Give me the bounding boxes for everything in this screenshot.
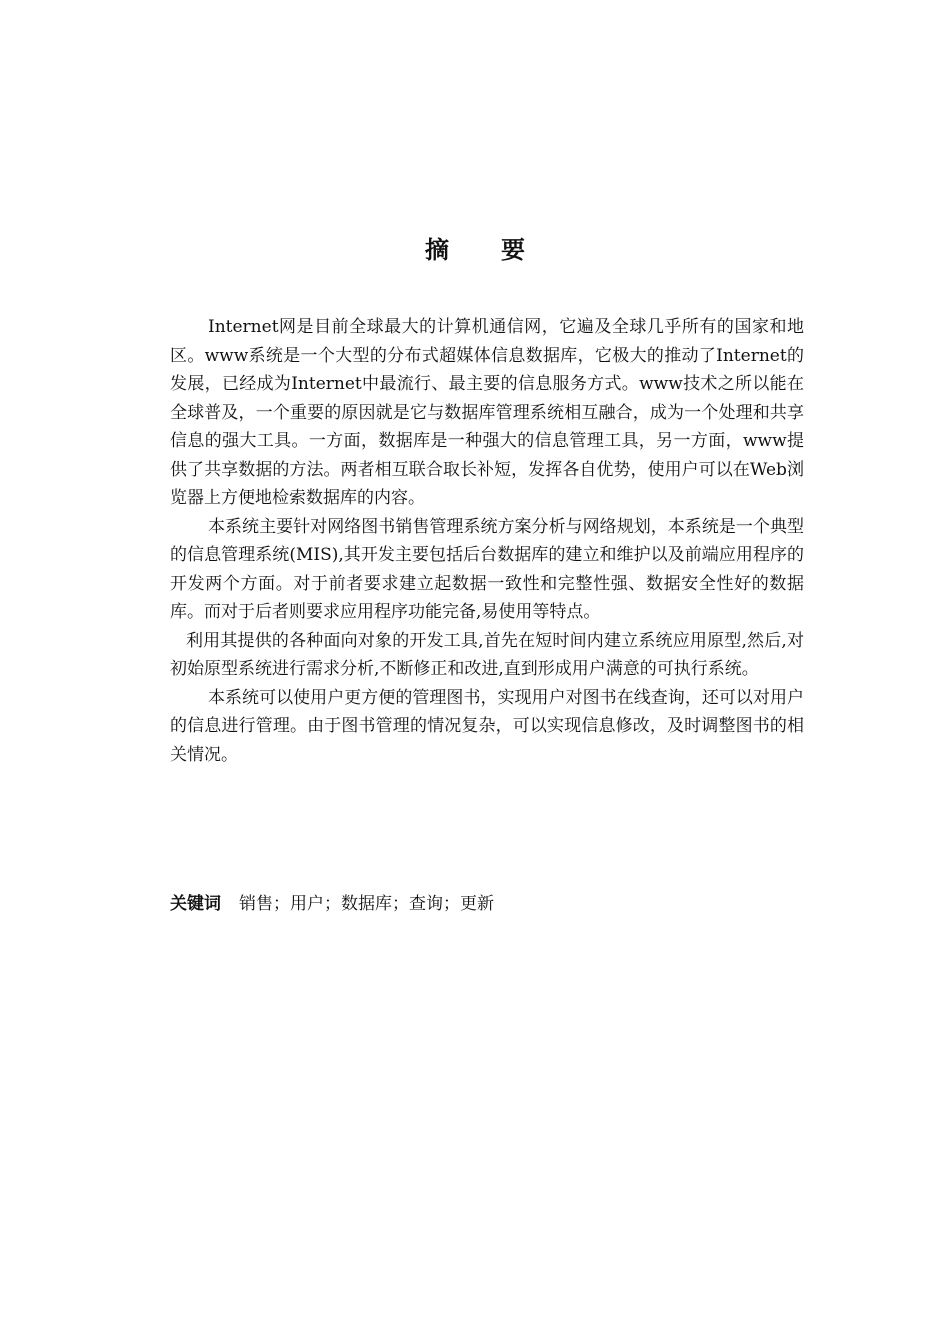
title-char-1: 摘 bbox=[425, 236, 449, 264]
keywords-label: 关键词 bbox=[170, 894, 221, 914]
abstract-paragraph-2: 本系统主要针对网络图书销售管理系统方案分析与网络规划，本系统是一个典型的信息管理系统(MIS),其开发主要包括后台数据库的建立和维护以及前端应用程序的开发两个方面。对于前者要求建立起数据一致性和完整性强、数据安全性好的数据库。而对于后者则要求应用程序功能完备,易使用等特点。 bbox=[170, 516, 804, 622]
abstract-paragraph-1: Internet网是目前全球最大的计算机通信网，它遍及全球几乎所有的国家和地区。www系统是一个大型的分布式超媒体信息数据库，它极大的推动了Internet的发展，已经成为Internet中最流行、最主要的信息服务方式。www技术之所以能在全球普及，一个重要的原因就是它与数据库管理系统相互融合，成为一个处理和共享信息的强大工具。一方面，数据库是一种强大的信息管理工具，另一方面，www提供了共享数据的方法。两者相互联合取长补短，发挥各自优势，使用户可以在Web浏览器上方便地检索数据库的内容。 bbox=[170, 317, 804, 508]
keywords-line bbox=[170, 890, 804, 918]
title-char-2: 要 bbox=[501, 236, 525, 264]
keywords-text: 销售；用户；数据库；查询；更新 bbox=[239, 894, 494, 914]
abstract-paragraph-3: 利用其提供的各种面向对象的开发工具,首先在短时间内建立系统应用原型,然后,对初始原型系统进行需求分析,不断修正和改进,直到形成用户满意的可执行系统。 bbox=[170, 630, 804, 679]
abstract-body bbox=[170, 313, 804, 769]
page-title bbox=[0, 232, 950, 268]
abstract-paragraph-4: 本系统可以使用户更方便的管理图书，实现用户对图书在线查询，还可以对用户的信息进行管理。由于图书管理的情况复杂，可以实现信息修改，及时调整图书的相关情况。 bbox=[170, 687, 804, 765]
